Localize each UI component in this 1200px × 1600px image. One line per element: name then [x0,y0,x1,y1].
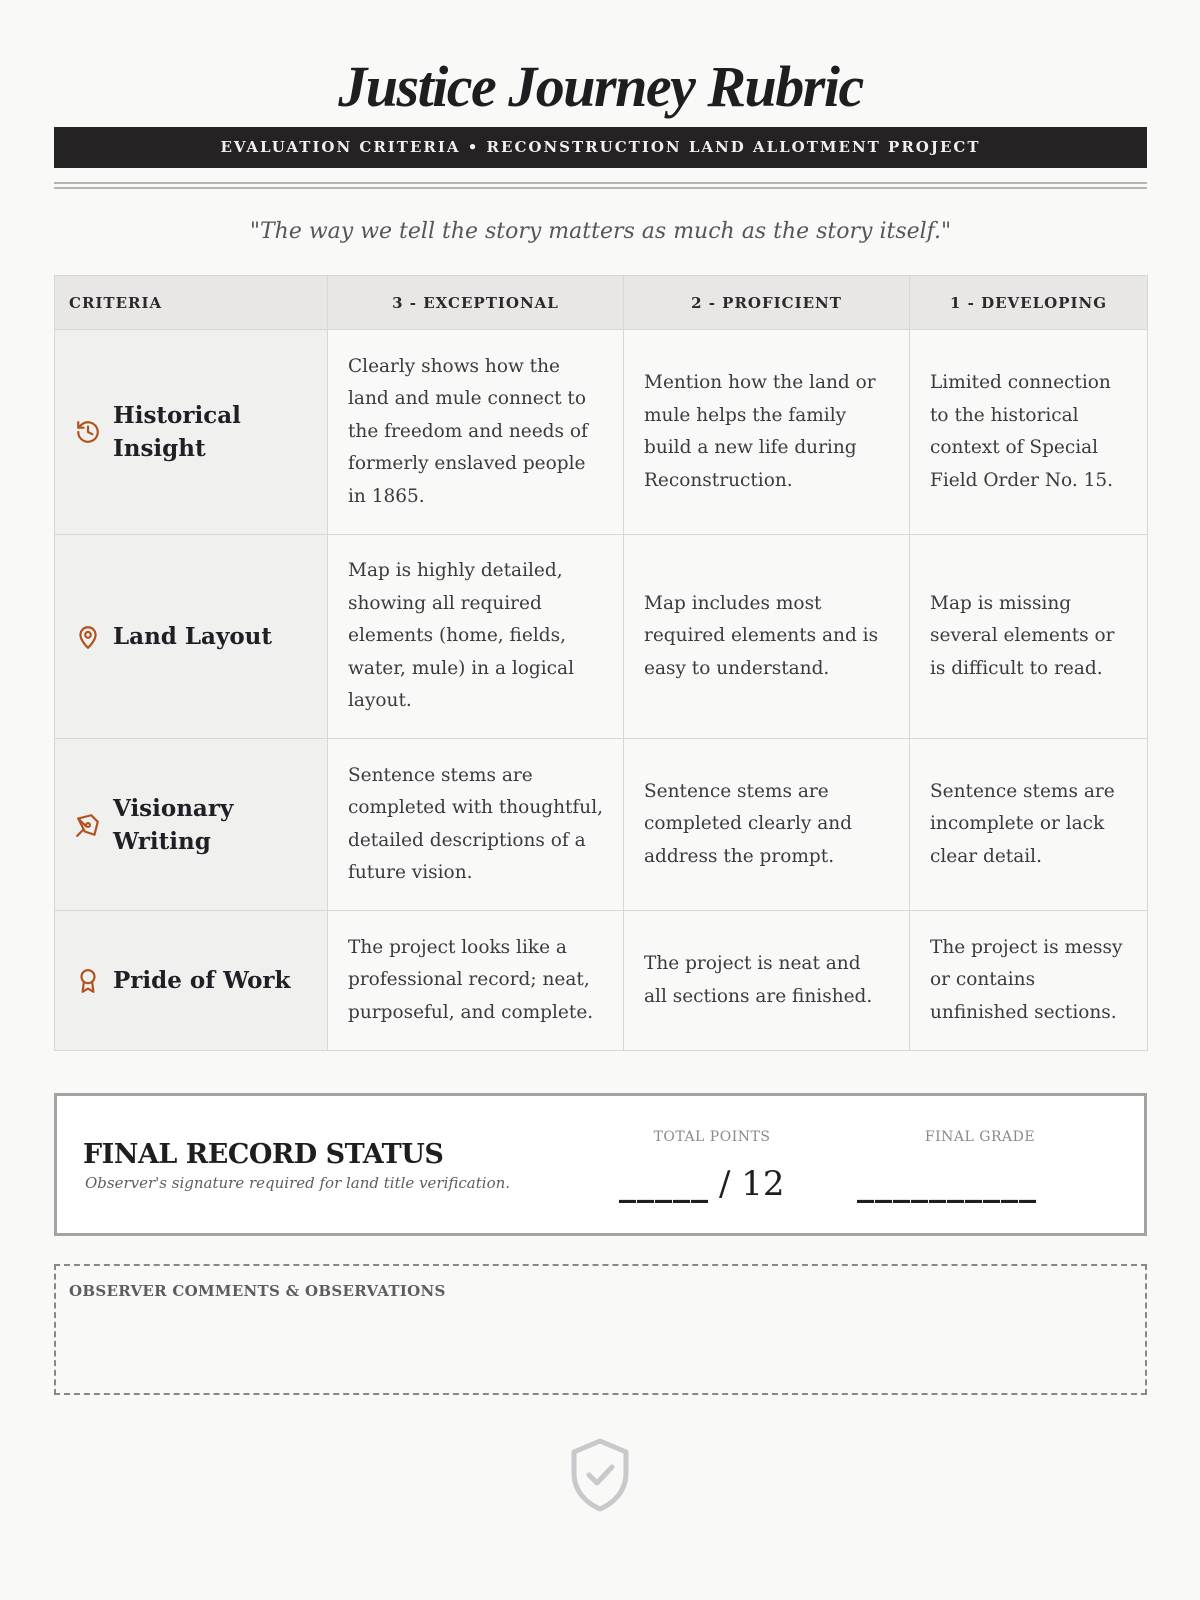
exceptional-cell: The project looks like a professional record; neat, purposeful, and complete. [328,911,624,1051]
final-record-subtitle: Observer's signature required for land title verification. [85,1174,511,1192]
developing-cell: Map is missing several elements or is difficult to read. [910,535,1148,739]
proficient-cell: Sentence stems are completed clearly and address the prompt. [624,739,910,911]
criterion-cell [55,535,328,739]
observer-comments-label: OBSERVER COMMENTS & OBSERVATIONS [69,1282,446,1300]
proficient-cell: Map includes most required elements and is easy to understand. [624,535,910,739]
table-row [55,535,1148,739]
award-ribbon-icon [75,968,101,994]
shield-check-icon [568,1437,632,1513]
exceptional-cell: Clearly shows how the land and mule connect to the freedom and needs of formerly enslaved people in 1865. [328,330,624,535]
header-proficient: 2 - PROFICIENT [624,276,910,330]
final-grade-field[interactable]: __________ [857,1164,1037,1204]
criterion-name: Pride of Work [113,967,291,994]
table-row [55,911,1148,1051]
proficient-cell: The project is neat and all sections are finished. [624,911,910,1051]
history-icon [75,419,101,445]
final-record-title: FINAL RECORD STATUS [83,1139,444,1170]
exceptional-cell: Sentence stems are completed with thoughtful, detailed descriptions of a future vision. [328,739,624,911]
criterion-cell [55,330,328,535]
criterion-cell [55,911,328,1051]
page-title: Justice Journey Rubric [338,54,863,119]
final-record-box [54,1093,1147,1236]
quote: "The way we tell the story matters as much as the story itself." [249,219,952,244]
subtitle-banner: EVALUATION CRITERIA • RECONSTRUCTION LAND ALLOTMENT PROJECT [54,127,1147,168]
rubric-page [54,0,1147,1395]
total-points-max: / 12 [719,1164,785,1204]
developing-cell: The project is messy or contains unfinished sections. [910,911,1148,1051]
final-grade-label: FINAL GRADE [924,1129,1036,1145]
criterion-name: Historical Insight [113,402,241,462]
observer-comments-box[interactable] [54,1264,1147,1395]
criterion-cell [55,739,328,911]
total-points-blank[interactable]: _____ [619,1164,709,1204]
table-row [55,739,1148,911]
proficient-cell: Mention how the land or mule helps the family build a new life during Reconstruction. [624,330,910,535]
total-points-field[interactable] [619,1164,789,1204]
table-row [55,330,1148,535]
criterion-name: Land Layout [113,623,273,650]
pen-nib-icon [75,812,101,838]
developing-cell: Limited connection to the historical context of Special Field Order No. 15. [910,330,1148,535]
map-pin-icon [75,624,101,650]
criterion-name: Visionary Writing [113,794,234,855]
header-criteria: CRITERIA [55,276,328,330]
header-exceptional: 3 - EXCEPTIONAL [328,276,624,330]
exceptional-cell: Map is highly detailed, showing all required elements (home, fields, water, mule) in a logical layout. [328,535,624,739]
table-header-row [55,276,1148,330]
header-developing: 1 - DEVELOPING [910,276,1148,330]
rubric-table [54,275,1148,1051]
developing-cell: Sentence stems are incomplete or lack clear detail. [910,739,1148,911]
double-divider [54,182,1147,189]
total-points-label: TOTAL POINTS [653,1129,771,1145]
